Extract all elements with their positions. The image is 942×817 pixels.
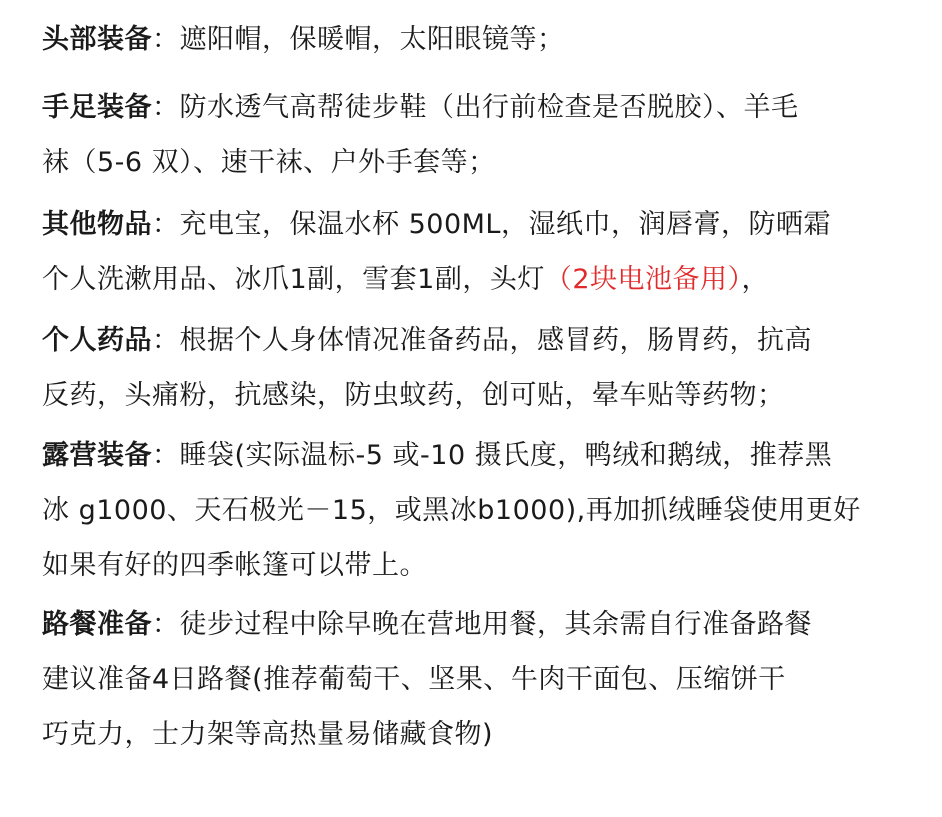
section-label: 其他物品: [42, 209, 152, 240]
section-line: [42, 80, 902, 135]
section-line: 冰 g1000、天石极光－15，或黑冰b1000),再加抓绒睡袋使用更好: [42, 495, 861, 526]
label-colon: ：: [152, 325, 180, 356]
section-label: 头部装备: [42, 24, 152, 55]
section-text: ，: [741, 264, 770, 295]
section-text: 徒步过程中除早晚在营地用餐，其余需自行准备路餐: [179, 609, 812, 640]
section-other-items: [42, 197, 902, 307]
label-colon: ：: [152, 92, 180, 123]
label-colon: ：: [152, 24, 180, 55]
section-trail-meals: [42, 597, 902, 762]
section-text: 个人洗漱用品、冰爪1副，雪套1副，头灯: [42, 264, 545, 295]
section-text: 充电宝，保温水杯 500ML，湿纸巾，润唇膏，防晒霜: [179, 209, 831, 240]
section-line: [42, 428, 902, 483]
section-line: 建议准备4日路餐(推荐葡萄干、坚果、牛肉干面包、压缩饼干: [42, 664, 786, 695]
section-label: 路餐准备: [42, 609, 152, 640]
section-line: 巧克力，士力架等高热量易储藏食物): [42, 719, 494, 750]
section-text: 根据个人身体情况准备药品，感冒药，肠胃药，抗高: [179, 325, 812, 356]
section-camping-gear: [42, 428, 902, 593]
highlight-text: （2块电池备用）: [544, 264, 742, 295]
label-colon: ：: [152, 440, 180, 471]
section-head-gear: [42, 12, 902, 67]
section-line: [42, 597, 902, 652]
label-colon: ：: [152, 609, 180, 640]
section-feet-gear: [42, 80, 902, 190]
section-medicine: [42, 313, 902, 423]
section-line: 反药，头痛粉，抗感染，防虫蚊药，创可贴，晕车贴等药物；: [42, 380, 785, 411]
label-colon: ：: [152, 209, 180, 240]
section-line: 如果有好的四季帐篷可以带上。: [42, 550, 427, 581]
section-label: 露营装备: [42, 440, 152, 471]
section-text: 睡袋(实际温标-5 或-10 摄氏度，鸭绒和鹅绒，推荐黑: [179, 440, 833, 471]
section-text: 遮阳帽，保暖帽，太阳眼镜等；: [179, 24, 565, 55]
section-text: 防水透气高帮徒步鞋（出行前检查是否脱胶）、羊毛: [179, 92, 799, 123]
section-line: [42, 252, 902, 307]
section-line: [42, 313, 902, 368]
section-line: 袜（5-6 双）、速干袜、户外手套等；: [42, 147, 496, 178]
section-label: 手足装备: [42, 92, 152, 123]
section-line: [42, 12, 902, 67]
section-line: [42, 197, 902, 252]
section-label: 个人药品: [42, 325, 152, 356]
